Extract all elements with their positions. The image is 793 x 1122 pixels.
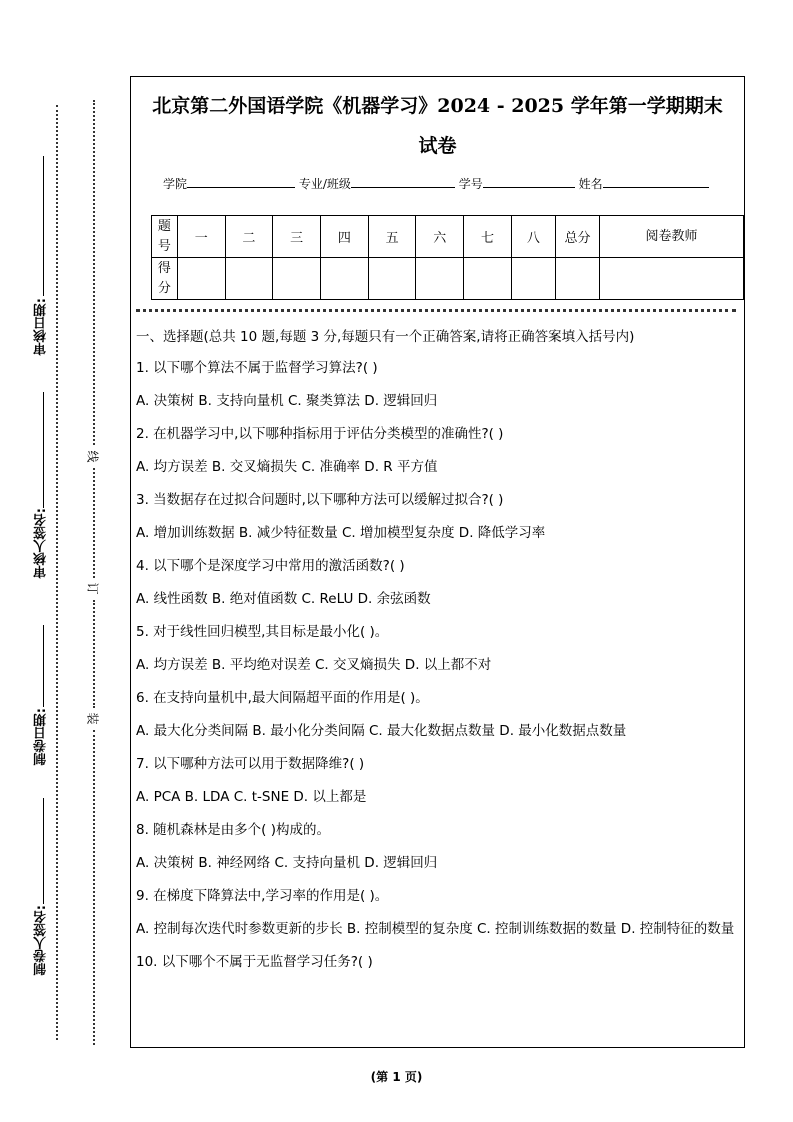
student-info-row [163,175,709,192]
signature-line-paper-maker [43,798,44,904]
question-2: 2. 在机器学习中,以下哪种指标用于评估分类模型的准确性?( ) [136,426,504,442]
grader-header: 阅卷教师 [600,216,744,258]
paper-maker-signature-label: 制卷人签名: [34,905,49,976]
section-7-header: 七 [464,216,512,258]
score-table [151,215,744,300]
exam-paper-frame [130,76,745,1048]
score-cell-7[interactable] [464,258,512,300]
score-cell-3[interactable] [273,258,321,300]
score-cell-6[interactable] [416,258,464,300]
exam-title-line-2: 试卷 [418,135,457,157]
question-9-options: A. 控制每次迭代时参数更新的步长 B. 控制模型的复杂度 C. 控制训练数据的数量 D. 控制特征的数量 [136,921,735,937]
score-cell-4[interactable] [321,258,369,300]
section-2-header: 二 [225,216,273,258]
question-number-header: 题号 [152,216,178,258]
section-4-header: 四 [321,216,369,258]
college-label: 学院 [163,177,188,191]
college-input[interactable] [187,175,295,188]
question-8: 8. 随机森林是由多个( )构成的。 [136,822,330,838]
student-id-label: 学号 [458,177,483,191]
reviewer-signature-label: 审核人签名: [34,508,49,579]
paper-date-label: 制卷日期: [34,708,49,766]
question-5-options: A. 均方误差 B. 平均绝对误差 C. 交叉熵损失 D. 以上都不对 [136,657,492,673]
score-cell-1[interactable] [177,258,225,300]
binding-mark-install: 装 [85,712,100,725]
question-5: 5. 对于线性回归模型,其目标是最小化( )。 [136,624,389,640]
question-1-options: A. 决策树 B. 支持向量机 C. 聚类算法 D. 逻辑回归 [136,393,438,409]
score-table-header-row [152,216,744,258]
question-3: 3. 当数据存在过拟合问题时,以下哪种方法可以缓解过拟合?( ) [136,492,504,508]
page-number: (第 1 页) [370,1070,423,1084]
binding-cut-line-upper [93,100,95,445]
section-5-header: 五 [368,216,416,258]
question-6: 6. 在支持向量机中,最大间隔超平面的作用是( )。 [136,690,429,706]
section-6-header: 六 [416,216,464,258]
name-input[interactable] [603,175,709,188]
binding-cut-line-middle-a [93,468,95,578]
dotted-separator [136,309,736,312]
score-cell-total[interactable] [555,258,599,300]
binding-mark-bind: 订 [85,582,100,595]
signature-line-reviewer [43,392,44,508]
question-2-options: A. 均方误差 B. 交叉熵损失 C. 准确率 D. R 平方值 [136,459,438,475]
section-heading: 一、选择题(总共 10 题,每题 3 分,每题只有一个正确答案,请将正确答案填入括号内) [136,329,635,345]
question-10: 10. 以下哪个不属于无监督学习任务?( ) [136,954,373,970]
question-4: 4. 以下哪个是深度学习中常用的激活函数?( ) [136,558,405,574]
binding-mark-line: 线 [85,450,100,463]
section-3-header: 三 [273,216,321,258]
binding-dotted-line [56,105,58,1040]
exam-title-line-1: 北京第二外国语学院《机器学习》2024 - 2025 学年第一学期期末 [152,95,723,117]
question-3-options: A. 增加训练数据 B. 减少特征数量 C. 增加模型复杂度 D. 降低学习率 [136,525,546,541]
signature-line-paper-date [43,625,44,707]
score-row-label: 得分 [152,258,178,300]
name-label: 姓名 [578,177,603,191]
question-4-options: A. 线性函数 B. 绝对值函数 C. ReLU D. 余弦函数 [136,591,431,607]
question-6-options: A. 最大化分类间隔 B. 最小化分类间隔 C. 最大化数据点数量 D. 最小化数据点数量 [136,723,627,739]
review-date-label: 审核日期: [34,298,49,356]
binding-cut-line-lower [93,730,95,1045]
question-8-options: A. 决策树 B. 神经网络 C. 支持向量机 D. 逻辑回归 [136,855,438,871]
score-cell-5[interactable] [368,258,416,300]
section-1-header: 一 [177,216,225,258]
score-cell-2[interactable] [225,258,273,300]
question-section [136,327,740,972]
student-id-input[interactable] [483,175,575,188]
major-class-input[interactable] [351,175,455,188]
question-9: 9. 在梯度下降算法中,学习率的作用是( )。 [136,888,389,904]
question-1: 1. 以下哪个算法不属于监督学习算法?( ) [136,360,378,376]
binding-cut-line-middle-b [93,600,95,708]
question-7-options: A. PCA B. LDA C. t-SNE D. 以上都是 [136,789,367,805]
score-table-score-row [152,258,744,300]
major-class-label: 专业/班级 [298,177,351,191]
section-8-header: 八 [511,216,555,258]
score-cell-8[interactable] [511,258,555,300]
score-cell-grader[interactable] [600,258,744,300]
signature-line-review-date [43,156,44,296]
total-score-header: 总分 [555,216,599,258]
question-7: 7. 以下哪种方法可以用于数据降维?( ) [136,756,365,772]
